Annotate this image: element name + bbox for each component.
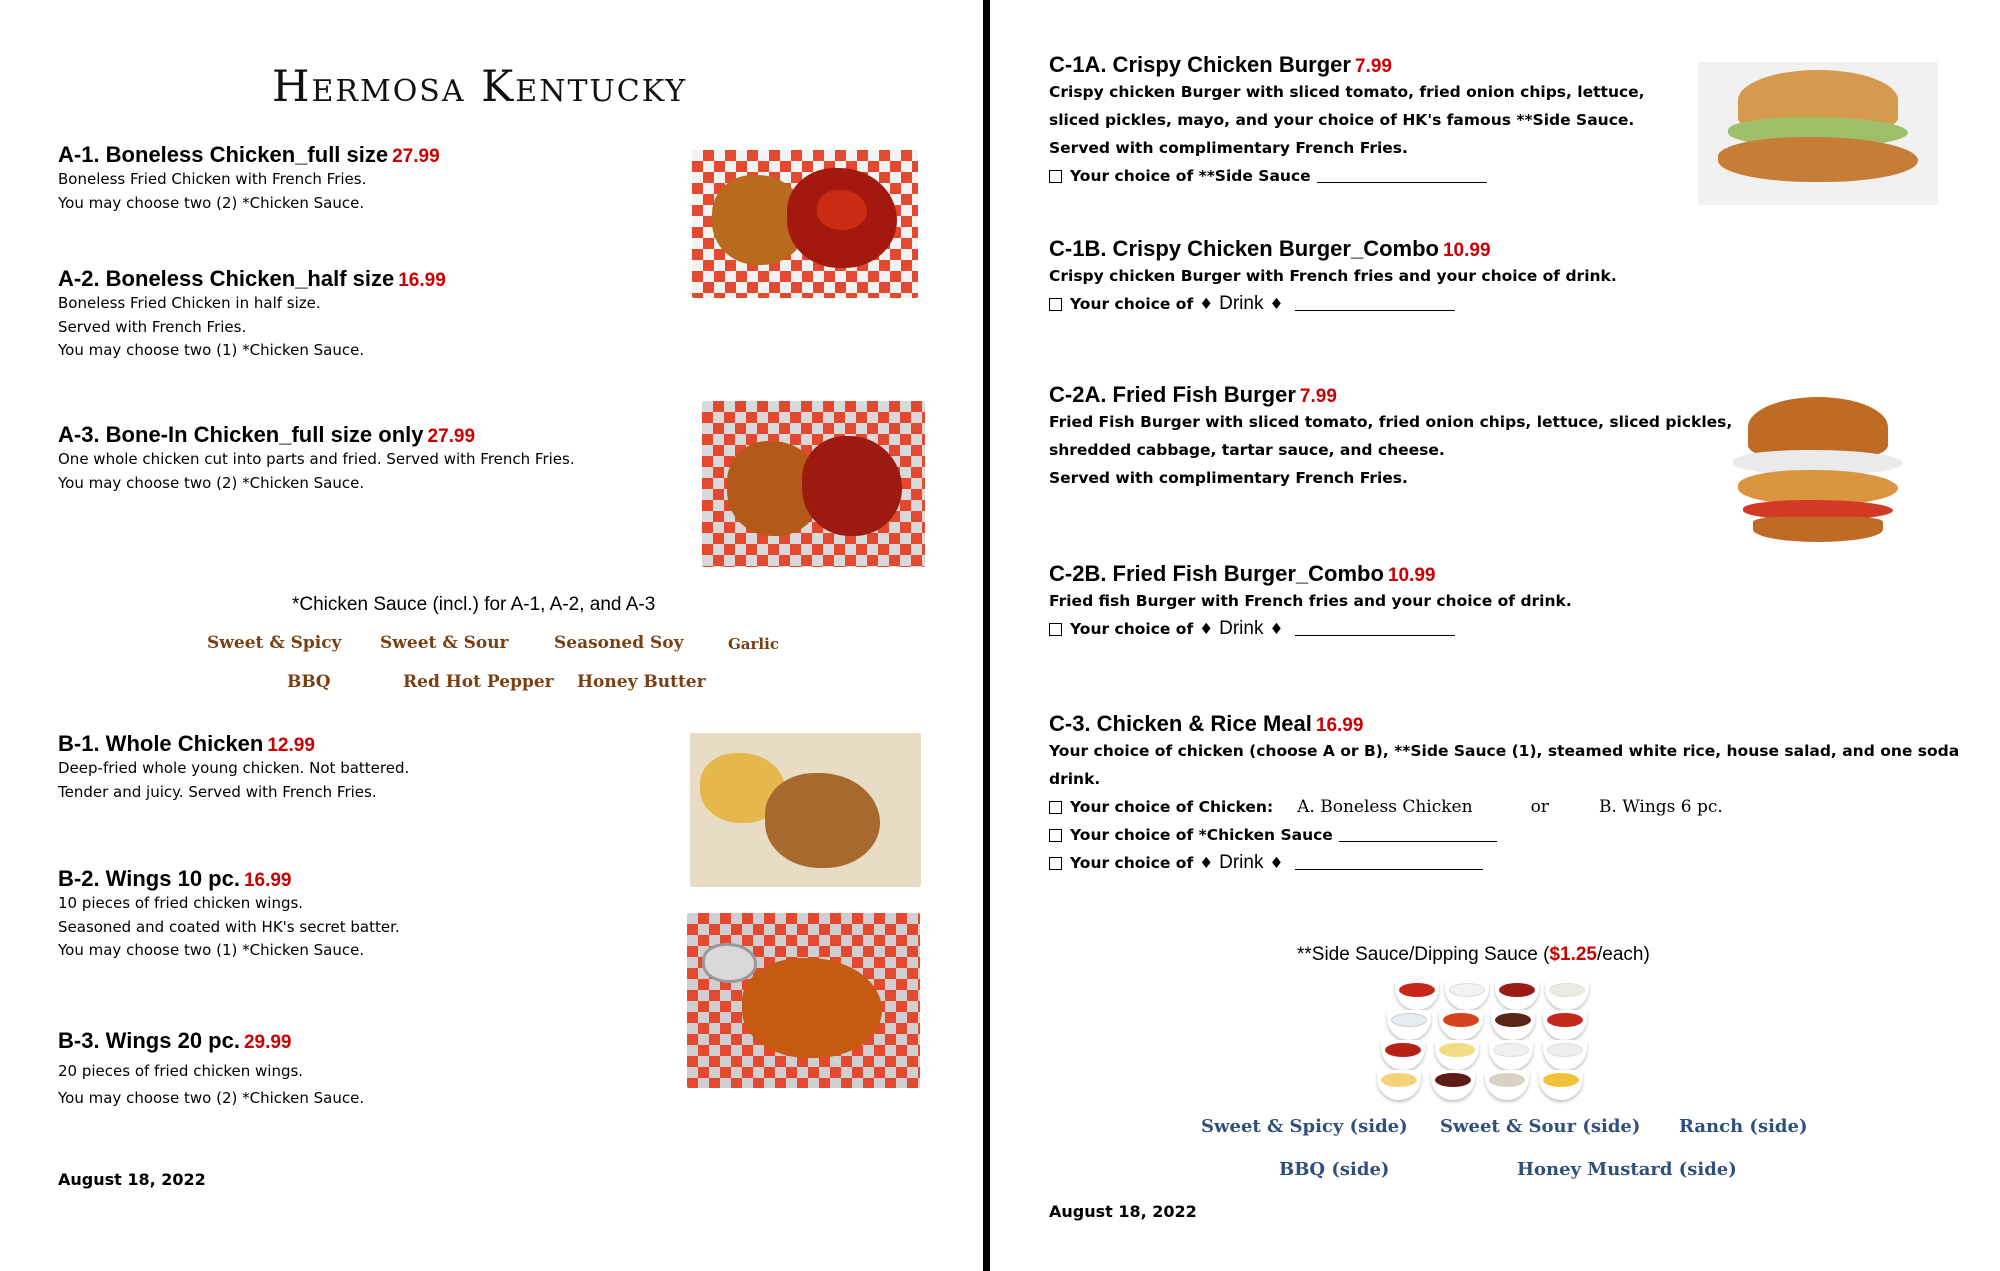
diamond-icon: ♦ xyxy=(1269,620,1284,638)
item-price: 16.99 xyxy=(1315,715,1364,736)
diamond-icon: ♦ xyxy=(1199,295,1214,313)
item-price: 27.99 xyxy=(392,146,440,167)
item-name: A-3. Bone-In Chicken_full size only xyxy=(58,422,424,447)
sauce-bbq: BBQ xyxy=(287,672,331,692)
item-name: C-3. Chicken & Rice Meal xyxy=(1049,711,1312,736)
boneless-chicken-photo xyxy=(692,150,918,298)
item-description: Fried fish Burger with French fries and your choice of drink. xyxy=(1049,592,1572,610)
side-honey-mustard: Honey Mustard (side) xyxy=(1517,1159,1737,1180)
item-description: 20 pieces of fried chicken wings. You may choose two (2) *Chicken Sauce. xyxy=(58,1062,365,1107)
menu-item-c2b xyxy=(1049,561,1572,643)
checkbox[interactable] xyxy=(1049,829,1062,842)
menu-item-c1a xyxy=(1049,52,1645,190)
diamond-icon: ♦ xyxy=(1269,295,1284,313)
item-price: 12.99 xyxy=(267,735,315,756)
item-price: 16.99 xyxy=(398,270,446,291)
fried-fish-burger-photo xyxy=(1718,392,1918,552)
menu-item-c2a xyxy=(1049,382,1732,492)
item-name: B-3. Wings 20 pc. xyxy=(58,1028,240,1053)
item-price: 29.99 xyxy=(243,1032,292,1053)
diamond-icon: ♦ xyxy=(1269,854,1284,872)
item-name: C-1A. Crispy Chicken Burger xyxy=(1049,52,1351,77)
item-name: C-1B. Crispy Chicken Burger_Combo xyxy=(1049,236,1439,261)
item-name: C-2B. Fried Fish Burger_Combo xyxy=(1049,561,1384,586)
menu-item-c1b xyxy=(1049,236,1617,318)
side-ranch: Ranch (side) xyxy=(1679,1116,1808,1137)
menu-page-left xyxy=(0,0,983,1271)
option-wings[interactable]: B. Wings 6 pc. xyxy=(1598,797,1723,817)
item-description: Your choice of chicken (choose A or B), **Side Sauce (1), steamed white rice, house salad, and one soda drink. xyxy=(1049,742,1960,788)
side-sweet-spicy: Sweet & Spicy (side) xyxy=(1201,1116,1408,1137)
menu-item-b2 xyxy=(58,866,400,963)
diamond-icon: ♦ xyxy=(1199,854,1214,872)
side-sauce-heading: **Side Sauce/Dipping Sauce ($1.25/each) xyxy=(1297,944,1650,965)
drink-choice[interactable]: Your choice of ♦ Drink ♦ xyxy=(1049,615,1572,643)
item-description: Deep-fried whole young chicken. Not battered. Tender and juicy. Served with French Fries. xyxy=(58,759,410,801)
item-price: 16.99 xyxy=(243,870,292,891)
checkbox[interactable] xyxy=(1049,857,1062,870)
checkbox[interactable] xyxy=(1049,298,1062,311)
menu-date: August 18, 2022 xyxy=(1049,1202,1197,1221)
chicken-sauce-choice[interactable]: Your choice of *Chicken Sauce xyxy=(1049,821,1959,849)
item-name: A-2. Boneless Chicken_half size xyxy=(58,266,395,291)
menu-date: August 18, 2022 xyxy=(58,1170,206,1189)
item-description: One whole chicken cut into parts and fried. Served with French Fries. You may choose two (2) *Chicken Sauce. xyxy=(58,450,575,492)
blank-line[interactable] xyxy=(1295,297,1455,311)
menu-item-a1 xyxy=(58,142,440,215)
item-price: 7.99 xyxy=(1354,56,1392,77)
chicken-sauce-heading: *Chicken Sauce (incl.) for A-1, A-2, and A-3 xyxy=(292,594,656,615)
sauce-red-hot-pepper: Red Hot Pepper xyxy=(403,672,554,692)
drink-choice[interactable]: Your choice of ♦ Drink ♦ xyxy=(1049,290,1617,318)
sauce-sweet-spicy: Sweet & Spicy xyxy=(207,633,342,653)
sauce-seasoned-soy: Seasoned Soy xyxy=(554,633,684,653)
item-description: 10 pieces of fried chicken wings. Seasoned and coated with HK's secret batter. You may choose two (1) *Chicken Sauce. xyxy=(58,894,400,959)
sauce-garlic: Garlic xyxy=(728,635,779,653)
side-sauce-choice[interactable]: Your choice of **Side Sauce xyxy=(1049,162,1645,190)
side-sweet-sour: Sweet & Sour (side) xyxy=(1440,1116,1641,1137)
menu-item-c3 xyxy=(1049,711,1959,877)
sauce-sweet-sour: Sweet & Sour xyxy=(380,633,509,653)
item-description: Fried Fish Burger with sliced tomato, fried onion chips, lettuce, sliced pickles, shredded cabbage, tartar sauce, and cheese. Served with complimentary French Fries. xyxy=(1049,413,1733,487)
dipping-sauces-photo xyxy=(1373,978,1613,1103)
blank-line[interactable] xyxy=(1339,828,1497,842)
item-description: Crispy chicken Burger with sliced tomato, fried onion chips, lettuce, sliced pickles, mayo, and your choice of HK's famous **Side Sauce. Served with complimentary French Fries. xyxy=(1049,83,1645,157)
option-or: or xyxy=(1530,797,1549,817)
blank-line[interactable] xyxy=(1295,622,1455,636)
menu-item-b3 xyxy=(58,1028,364,1110)
item-name: A-1. Boneless Chicken_full size xyxy=(58,142,389,167)
crispy-chicken-burger-photo xyxy=(1698,62,1938,205)
bone-in-chicken-photo xyxy=(702,401,925,567)
checkbox[interactable] xyxy=(1049,623,1062,636)
menu-item-a3 xyxy=(58,422,575,495)
item-description: Boneless Fried Chicken in half size. Served with French Fries. You may choose two (1) *Chicken Sauce. xyxy=(58,294,365,359)
blank-line[interactable] xyxy=(1295,856,1483,870)
restaurant-title: Hermosa Kentucky xyxy=(272,62,688,112)
item-name: C-2A. Fried Fish Burger xyxy=(1049,382,1296,407)
item-price: 10.99 xyxy=(1442,240,1491,261)
whole-chicken-photo xyxy=(690,733,921,887)
sauce-honey-butter: Honey Butter xyxy=(577,672,706,692)
page-divider xyxy=(983,0,990,1271)
menu-item-a2 xyxy=(58,266,446,363)
side-bbq: BBQ (side) xyxy=(1279,1159,1390,1180)
checkbox[interactable] xyxy=(1049,801,1062,814)
wings-photo xyxy=(687,913,920,1088)
menu-item-b1 xyxy=(58,731,409,804)
item-price: 10.99 xyxy=(1387,565,1436,586)
item-description: Crispy chicken Burger with French fries and your choice of drink. xyxy=(1049,267,1617,285)
chicken-choice[interactable]: Your choice of Chicken: A. Boneless Chicken or B. Wings 6 pc. xyxy=(1049,793,1959,821)
item-price: 7.99 xyxy=(1299,386,1337,407)
item-description: Boneless Fried Chicken with French Fries. You may choose two (2) *Chicken Sauce. xyxy=(58,170,367,212)
item-name: B-2. Wings 10 pc. xyxy=(58,866,240,891)
drink-choice[interactable]: Your choice of ♦ Drink ♦ xyxy=(1049,849,1959,877)
blank-line[interactable] xyxy=(1317,169,1487,183)
item-name: B-1. Whole Chicken xyxy=(58,731,264,756)
side-sauce-price: $1.25 xyxy=(1549,944,1597,965)
diamond-icon: ♦ xyxy=(1199,620,1214,638)
option-boneless[interactable]: A. Boneless Chicken xyxy=(1297,797,1473,817)
checkbox[interactable] xyxy=(1049,170,1062,183)
menu-page-right xyxy=(993,0,2000,1271)
item-price: 27.99 xyxy=(427,426,476,447)
